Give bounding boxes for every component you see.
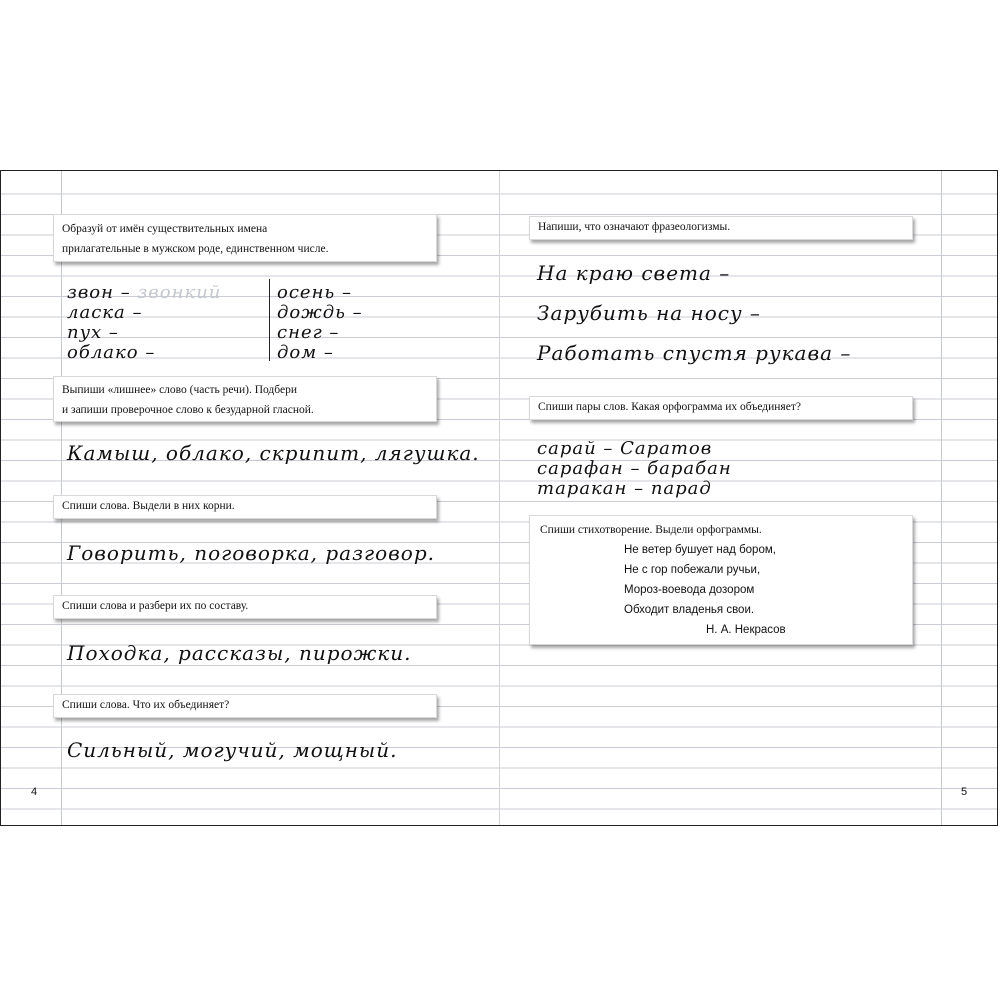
task7-pair-2: сарафан – барабан (537, 458, 732, 479)
task3-instruction: Спиши слова. Выдели в них корни. (62, 500, 235, 512)
task1-right-word-3: снег – (277, 322, 340, 343)
poem-author: Н. А. Некрасов (706, 624, 786, 636)
task7-instruction: Спиши пары слов. Какая орфограмма их объединяет? (538, 401, 801, 413)
task1-left-word-2: ласка – (67, 302, 143, 323)
task3-words: Говорить, поговорка, разговор. (67, 541, 435, 565)
task7-instruction-box (529, 396, 913, 420)
task4-instruction-box (53, 595, 437, 619)
task4-instruction: Спиши слова и разбери их по составу. (62, 600, 249, 612)
task1-instruction-line1: Образуй от имён существительных имена (62, 223, 268, 235)
poem-line-1: Не ветер бушует над бором, (624, 544, 776, 556)
page-fold (499, 171, 500, 825)
poem-line-2: Не с гор побежали ручьи, (624, 564, 761, 576)
task2-instruction-box (53, 376, 437, 422)
task6-phrase-2: Зарубить на носу – (537, 301, 761, 325)
workbook-spread (0, 170, 998, 826)
task6-phrase-1: На краю света – (537, 261, 731, 285)
task1-left-word-3: пух – (67, 322, 119, 343)
task1-instruction-box (53, 214, 437, 262)
page-number-left: 4 (31, 786, 38, 798)
task7-pair-1: сарай – Саратов (537, 438, 713, 459)
poem-line-3: Мороз-воевода дозором (624, 584, 755, 596)
task1-right-word-2: дождь – (277, 302, 363, 323)
task1-example-answer: звонкий (137, 282, 222, 303)
page-number-right: 5 (961, 786, 968, 798)
task1-instruction-line2: прилагательные в мужском роде, единственном числе. (62, 243, 329, 255)
task2-words: Камыш, облако, скрипит, лягушка. (67, 441, 480, 465)
task6-phrase-3: Работать спустя рукава – (537, 341, 852, 365)
task6-instruction: Напиши, что означают фразеологизмы. (538, 221, 731, 233)
right-margin-line (941, 171, 942, 825)
task4-words: Походка, рассказы, пирожки. (67, 641, 412, 665)
task5-words: Сильный, могучий, мощный. (67, 738, 398, 762)
task1-left-word-4: облако – (67, 342, 156, 363)
task3-instruction-box (53, 495, 437, 519)
task2-instruction-line2: и запиши проверочное слово к безударной гласной. (62, 404, 314, 416)
task1-column-divider (269, 279, 270, 361)
task6-instruction-box (529, 216, 913, 240)
task8-poem-box (529, 515, 913, 645)
poem-line-4: Обходит владенья свои. (624, 604, 755, 616)
task2-instruction-line1: Выпиши «лишнее» слово (часть речи). Подбери (62, 384, 297, 396)
task5-instruction-box (53, 694, 437, 718)
task1-right-word-4: дом – (277, 342, 334, 363)
task5-instruction: Спиши слова. Что их объединяет? (62, 699, 230, 711)
task7-pair-3: таракан – парад (537, 478, 712, 499)
task1-left-word-1: звон – звонкий (67, 282, 222, 303)
task8-instruction: Спиши стихотворение. Выдели орфограммы. (540, 524, 762, 536)
task1-right-word-1: осень – (277, 282, 352, 303)
